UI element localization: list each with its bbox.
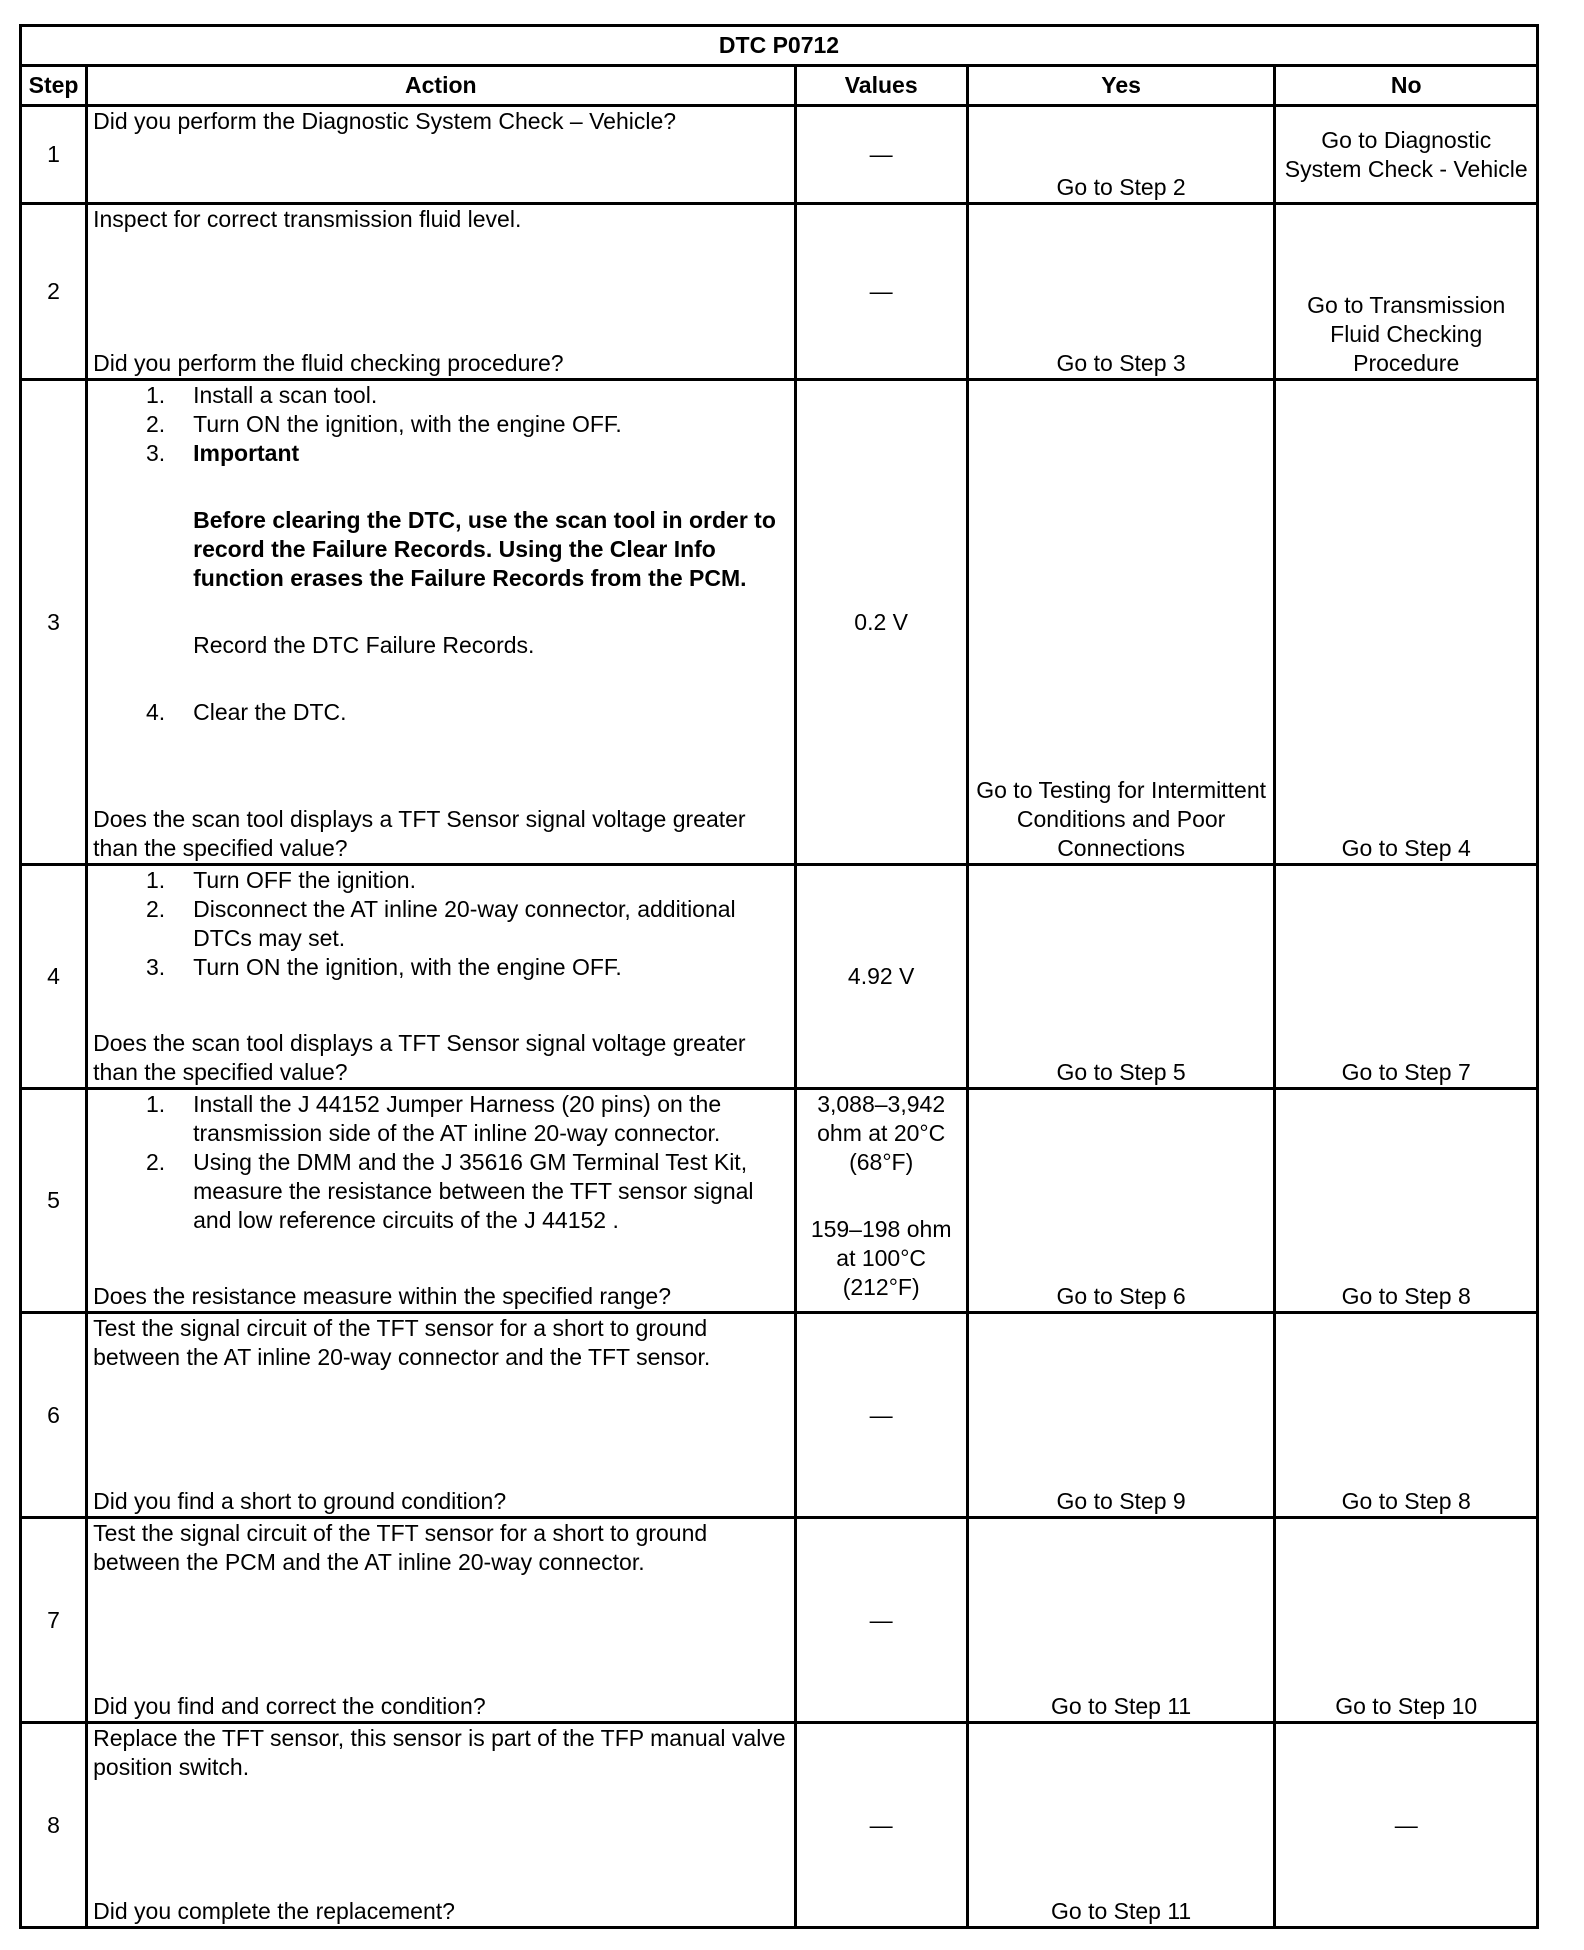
record-text: Record the DTC Failure Records. — [193, 632, 535, 658]
action-question: Did you find a short to ground condition? — [93, 1488, 507, 1514]
value-cell: — — [795, 106, 967, 204]
header-yes: Yes — [967, 66, 1275, 106]
value-cell: 0.2 V — [795, 380, 967, 865]
header-values: Values — [795, 66, 967, 106]
step-number: 4 — [21, 865, 87, 1089]
dtc-table — [19, 24, 1539, 1929]
step-number: 6 — [21, 1313, 87, 1518]
table-row — [21, 865, 1538, 1089]
yes-cell: Go to Step 2 — [967, 106, 1275, 204]
procedure-list — [93, 1090, 788, 1235]
action-text: Test the signal circuit of the TFT sensor for a short to ground between the AT inline 20-way connector and the TFT sensor. — [93, 1315, 711, 1370]
action-cell — [87, 106, 795, 204]
no-cell: Go to Step 4 — [1275, 380, 1538, 865]
no-cell: Go to Diagnostic System Check - Vehicle — [1275, 106, 1538, 204]
header-action: Action — [87, 66, 795, 106]
action-text: Replace the TFT sensor, this sensor is part of the TFP manual valve position switch. — [93, 1725, 786, 1780]
action-cell — [87, 1089, 795, 1313]
table-row — [21, 1518, 1538, 1723]
table-row — [21, 1723, 1538, 1928]
action-cell — [87, 204, 795, 380]
no-cell: Go to Transmission Fluid Checking Procedure — [1275, 204, 1538, 380]
action-text: Inspect for correct transmission fluid level. — [93, 206, 522, 232]
table-row — [21, 1089, 1538, 1313]
value-range-100c: 159–198 ohm at 100°C (212°F) — [810, 1216, 952, 1300]
header-row — [21, 66, 1538, 106]
list-item: 1. Turn OFF the ignition. — [145, 867, 416, 893]
action-question: Did you perform the fluid checking procedure? — [93, 350, 564, 376]
list-item: 1. Install a scan tool. — [145, 382, 378, 408]
yes-cell: Go to Step 11 — [967, 1723, 1275, 1928]
yes-cell: Go to Step 3 — [967, 204, 1275, 380]
value-cell: — — [795, 1723, 967, 1928]
action-question: Did you find and correct the condition? — [93, 1693, 486, 1719]
list-item: 3. Turn ON the ignition, with the engine OFF. — [145, 954, 622, 980]
action-cell — [87, 380, 795, 865]
header-step: Step — [21, 66, 87, 106]
value-cell: 4.92 V — [795, 865, 967, 1089]
procedure-list — [93, 866, 788, 982]
list-item: 2. Disconnect the AT inline 20-way connector, additional DTCs may set. — [145, 896, 736, 951]
yes-cell: Go to Step 6 — [967, 1089, 1275, 1313]
step-number: 2 — [21, 204, 87, 380]
no-cell: Go to Step 8 — [1275, 1089, 1538, 1313]
list-item: 1. Install the J 44152 Jumper Harness (20 pins) on the transmission side of the AT inline 20-way connector. — [145, 1091, 722, 1146]
table-row — [21, 204, 1538, 380]
action-question: Does the resistance measure within the specified range? — [93, 1283, 671, 1309]
table-row — [21, 380, 1538, 865]
yes-cell: Go to Testing for Intermittent Conditions and Poor Connections — [967, 380, 1275, 865]
action-cell — [87, 1518, 795, 1723]
value-cell — [795, 1089, 967, 1313]
step-number: 5 — [21, 1089, 87, 1313]
no-cell: — — [1275, 1723, 1538, 1928]
table-row — [21, 1313, 1538, 1518]
value-cell: — — [795, 1313, 967, 1518]
value-cell: — — [795, 204, 967, 380]
no-cell: Go to Step 10 — [1275, 1518, 1538, 1723]
yes-cell: Go to Step 5 — [967, 865, 1275, 1089]
action-cell — [87, 865, 795, 1089]
table-row — [21, 106, 1538, 204]
important-note-item — [93, 468, 788, 593]
no-cell: Go to Step 8 — [1275, 1313, 1538, 1518]
yes-cell: Go to Step 9 — [967, 1313, 1275, 1518]
action-question: Does the scan tool displays a TFT Sensor signal voltage greater than the specified value? — [93, 806, 746, 861]
important-note: Before clearing the DTC, use the scan tool in order to record the Failure Records. Using the Clear Info function erases the Failure Records from the PCM. — [193, 507, 776, 591]
no-cell: Go to Step 7 — [1275, 865, 1538, 1089]
step-number: 1 — [21, 106, 87, 204]
action-question: Does the scan tool displays a TFT Sensor signal voltage greater than the specified value? — [93, 1030, 746, 1085]
action-text: Did you perform the Diagnostic System Check – Vehicle? — [93, 108, 677, 134]
table-title: DTC P0712 — [21, 26, 1538, 66]
value-range-20c: 3,088–3,942 ohm at 20°C (68°F) — [817, 1091, 946, 1175]
step-number: 3 — [21, 380, 87, 865]
action-question: Did you complete the replacement? — [93, 1898, 455, 1924]
list-item: 2. Turn ON the ignition, with the engine OFF. — [145, 411, 622, 437]
important-label: Important — [193, 440, 300, 466]
step-number: 8 — [21, 1723, 87, 1928]
action-cell — [87, 1723, 795, 1928]
action-cell — [87, 1313, 795, 1518]
list-item: 2. Using the DMM and the J 35616 GM Terminal Test Kit, measure the resistance between the TFT sensor signal and low reference circuits of the J 44152 . — [145, 1149, 754, 1233]
header-no: No — [1275, 66, 1538, 106]
action-text: Test the signal circuit of the TFT sensor for a short to ground between the PCM and the AT inline 20-way connector. — [93, 1520, 708, 1575]
value-cell: — — [795, 1518, 967, 1723]
list-item: 3. Important — [93, 439, 788, 468]
record-item — [93, 593, 788, 660]
procedure-list — [93, 381, 788, 727]
list-item: 4. Clear the DTC. — [145, 699, 347, 725]
yes-cell: Go to Step 11 — [967, 1518, 1275, 1723]
step-number: 7 — [21, 1518, 87, 1723]
